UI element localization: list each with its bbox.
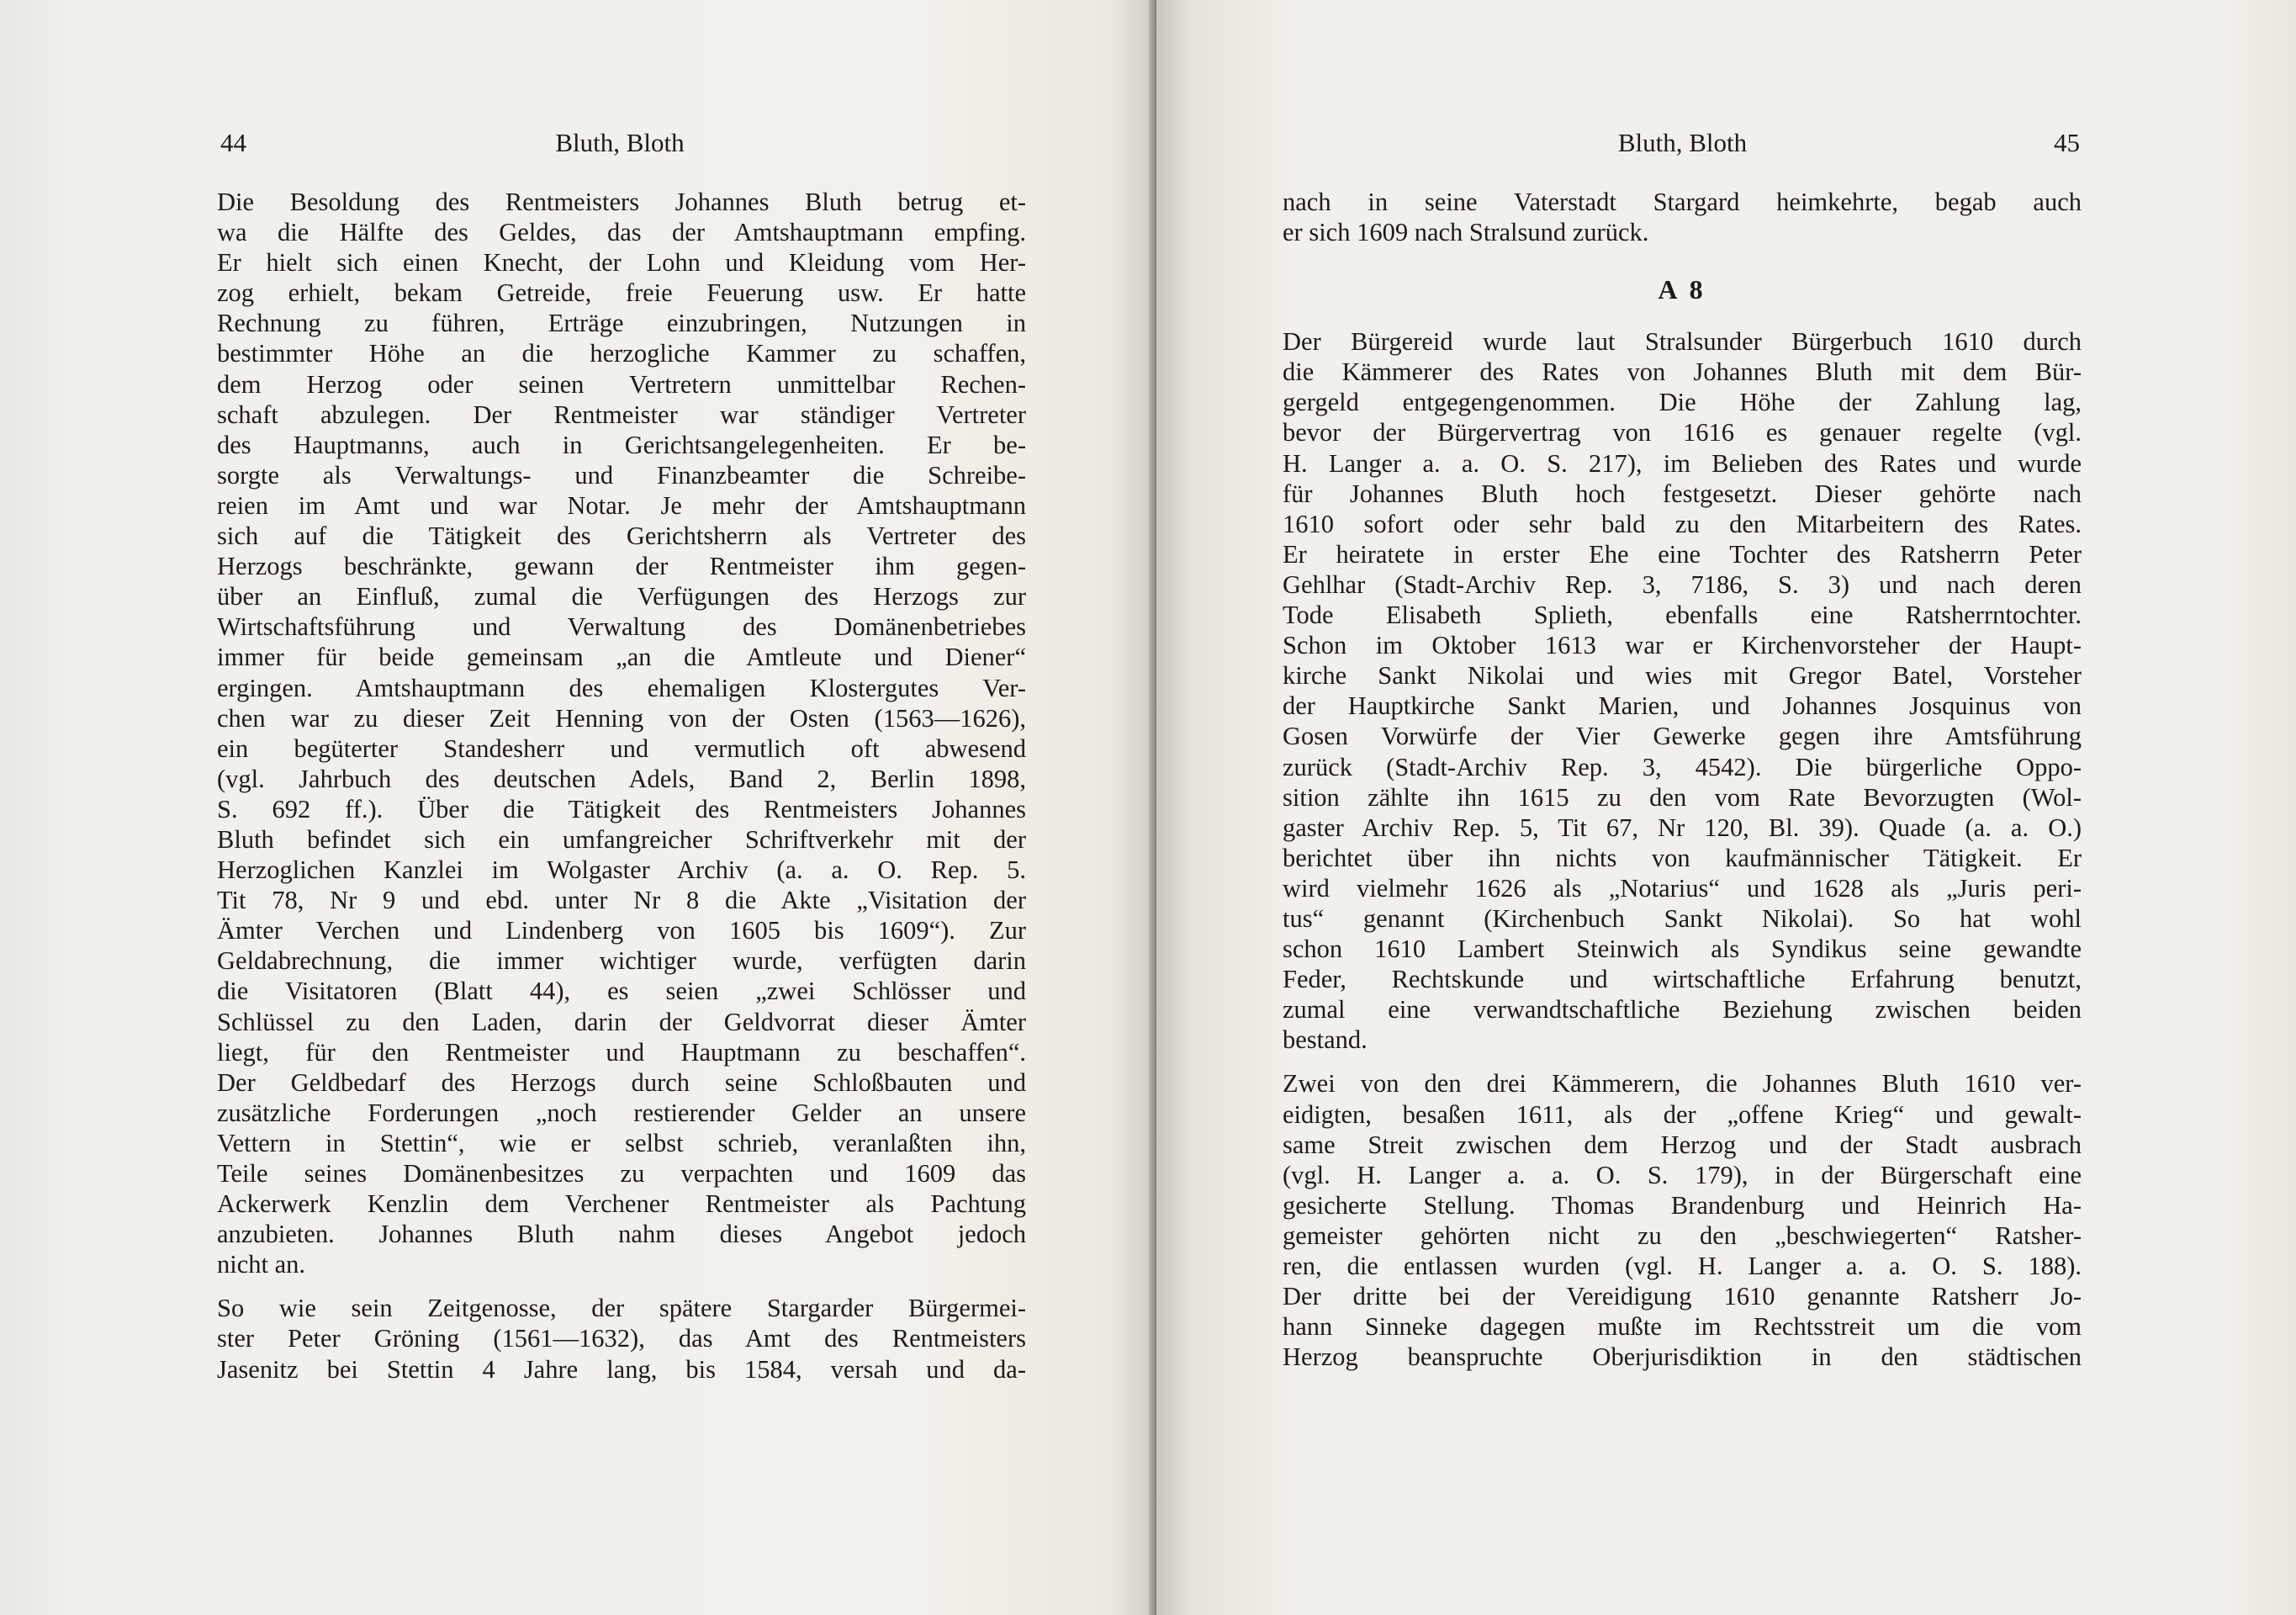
text-line: Tit 78, Nr 9 und ebd. unter Nr 8 die Akte „Visitation der — [217, 886, 1026, 915]
text-line: anzubieten. Johannes Bluth nahm dieses Angebot jedoch — [217, 1220, 1026, 1249]
text-line: wa die Hälfte des Geldes, das der Amtshauptmann empfing. — [217, 218, 1026, 247]
paragraph — [217, 187, 1026, 1279]
text-line: Schlüssel zu den Laden, darin der Geldvorrat dieser Ämter — [217, 1007, 1026, 1036]
text-line: Gosen Vorwürfe der Vier Gewerke gegen ihre Amtsführung — [1283, 722, 2082, 751]
lead-paragraph — [1283, 187, 2082, 247]
text-line: über an Einfluß, zumal die Verfügungen des Herzogs zur — [217, 582, 1026, 612]
text-line: schon 1610 Lambert Steinwich als Syndikus seine gewandte — [1283, 935, 2082, 964]
text-line: Er hielt sich einen Knecht, der Lohn und Kleidung vom Her- — [217, 248, 1026, 278]
text-line: nach in seine Vaterstadt Stargard heimkehrte, begab auch — [1283, 188, 2082, 216]
text-line: Er heiratete in erster Ehe eine Tochter des Ratsherrn Peter — [1283, 539, 2082, 569]
text-line: Rechnung zu führen, Erträge einzubringen, Nutzungen in — [217, 309, 1026, 338]
text-line: zurück (Stadt-Archiv Rep. 3, 4542). Die bürgerliche Oppo- — [1283, 752, 2082, 781]
text-line: er sich 1609 nach Stralsund zurück. — [1283, 218, 1649, 247]
left-running-title: Bluth, Bloth — [555, 128, 685, 157]
text-line: gemeister gehörten nicht zu den „beschwiegerten“ Ratsher- — [1283, 1221, 2082, 1250]
text-line: wird vielmehr 1626 als „Notarius“ und 1628 als „Juris peri- — [1283, 873, 2082, 903]
text-line: Vettern in Stettin“, wie er selbst schrieb, veranlaßten ihn, — [217, 1128, 1026, 1157]
text-line: ergingen. Amtshauptmann des ehemaligen Klostergutes Ver- — [217, 673, 1026, 702]
text-line: same Streit zwischen dem Herzog und der Stadt ausbrach — [1283, 1130, 2082, 1159]
right-page — [1156, 0, 2296, 1615]
left-page-body — [217, 187, 1026, 1385]
text-line: gergeld entgegengenommen. Die Höhe der Zahlung lag, — [1283, 388, 2082, 417]
text-line: ren, die entlassen wurden (vgl. H. Langer a. a. O. S. 188). — [1283, 1252, 2082, 1280]
text-line: Ämter Verchen und Lindenberg von 1605 bis 1609“). Zur — [217, 916, 1026, 945]
section-heading: A 8 — [1658, 274, 1706, 305]
text-line: eidigten, besaßen 1611, als der „offene Krieg“ und gewalt- — [1283, 1099, 2082, 1129]
text-line: H. Langer a. a. O. S. 217), im Belieben des Rates und wurde — [1283, 448, 2082, 478]
left-page-header — [220, 126, 1019, 160]
text-line: chen war zu dieser Zeit Henning von der Osten (1563—1626), — [217, 703, 1026, 733]
text-line: tus“ genannt (Kirchenbuch Sankt Nikolai). So hat wohl — [1283, 903, 2082, 933]
right-paragraphs — [1283, 326, 2082, 1372]
text-line: sich auf die Tätigkeit des Gerichtsherrn als Vertreter des — [217, 522, 1026, 551]
text-line: liegt, für den Rentmeister und Hauptmann zu beschaffen“. — [217, 1037, 1026, 1067]
text-line: Der Geldbedarf des Herzogs durch seine Schloßbauten und — [217, 1067, 1026, 1097]
text-line: der Hauptkirche Sankt Marien, und Johannes Josquinus von — [1283, 691, 2082, 721]
paragraph — [217, 1293, 1026, 1384]
text-line: zog erhielt, bekam Getreide, freie Feuerung usw. Er hatte — [217, 278, 1026, 308]
text-line: die Kämmerer des Rates von Johannes Bluth mit dem Bür- — [1283, 357, 2082, 387]
text-line: Zwei von den drei Kämmerern, die Johannes Bluth 1610 ver- — [1283, 1069, 2082, 1099]
paragraph — [1283, 1068, 2082, 1372]
text-line: Der Bürgereid wurde laut Stralsunder Bürgerbuch 1610 durch — [1283, 327, 2082, 357]
text-line: berichtet über ihn nichts von kaufmännischer Tätigkeit. Er — [1283, 843, 2082, 872]
text-line: nicht an. — [217, 1250, 306, 1279]
right-page-number: 45 — [2054, 128, 2080, 157]
text-line: für Johannes Bluth hoch festgesetzt. Dieser gehörte nach — [1283, 479, 2082, 508]
text-line: schaft abzulegen. Der Rentmeister war ständiger Vertreter — [217, 400, 1026, 429]
right-page-body — [1283, 187, 2082, 1372]
text-line: 1610 sofort oder sehr bald zu den Mitarbeitern des Rates. — [1283, 509, 2082, 538]
text-line: ster Peter Gröning (1561—1632), das Amt des Rentmeisters — [217, 1324, 1026, 1353]
text-line: bestand. — [1283, 1025, 1368, 1055]
text-line: des Hauptmanns, auch in Gerichtsangelegenheiten. Er be- — [217, 430, 1026, 459]
text-line: immer für beide gemeinsam „an die Amtleute und Diener“ — [217, 643, 1026, 672]
paragraph — [1283, 326, 2082, 1055]
text-line: S. 692 ff.). Über die Tätigkeit des Rentmeisters Johannes — [217, 794, 1026, 823]
text-line: Geldabrechnung, die immer wichtiger wurde, verfügten darin — [217, 946, 1026, 976]
text-line: Tode Elisabeth Splieth, ebenfalls eine Ratsherrntochter. — [1283, 601, 2082, 630]
text-line: Teile seines Domänenbesitzes zu verpachten und 1609 das — [217, 1159, 1026, 1188]
text-line: Bluth befindet sich ein umfangreicher Schriftverkehr mit der — [217, 824, 1026, 854]
text-line: bevor der Bürgervertrag von 1616 es genauer regelte (vgl. — [1283, 418, 2082, 447]
text-line: bestimmter Höhe an die herzogliche Kammer zu schaffen, — [217, 339, 1026, 368]
text-line: Ackerwerk Kenzlin dem Verchener Rentmeister als Pachtung — [217, 1189, 1026, 1219]
text-line: reien im Amt und war Notar. Je mehr der Amtshauptmann — [217, 490, 1026, 520]
text-line: kirche Sankt Nikolai und wies mit Gregor Batel, Vorsteher — [1283, 661, 2082, 691]
text-line: Jasenitz bei Stettin 4 Jahre lang, bis 1584, versah und da- — [217, 1354, 1026, 1384]
text-line: gesicherte Stellung. Thomas Brandenburg und Heinrich Ha- — [1283, 1190, 2082, 1220]
text-line: die Visitatoren (Blatt 44), es seien „zwei Schlösser und — [217, 977, 1026, 1006]
text-line: Gehlhar (Stadt-Archiv Rep. 3, 7186, S. 3) und nach deren — [1283, 569, 2082, 599]
text-line: (vgl. Jahrbuch des deutschen Adels, Band 2, Berlin 1898, — [217, 764, 1026, 793]
text-line: Der dritte bei der Vereidigung 1610 genannte Ratsherr Jo- — [1283, 1282, 2082, 1311]
right-page-header — [1285, 126, 2080, 160]
text-line: Herzoglichen Kanzlei im Wolgaster Archiv (a. a. O. Rep. 5. — [217, 855, 1026, 885]
left-page-number: 44 — [220, 128, 246, 157]
text-line: Herzogs beschränkte, gewann der Rentmeister ihm gegen- — [217, 552, 1026, 581]
text-line: So wie sein Zeitgenosse, der spätere Stargarder Bürgermei- — [217, 1294, 1026, 1323]
paragraph-gap — [217, 1279, 1026, 1293]
text-line: (vgl. H. Langer a. a. O. S. 179), in der Bürgerschaft eine — [1283, 1160, 2082, 1189]
paragraph-gap — [1283, 1055, 2082, 1068]
text-line: zusätzliche Forderungen „noch restierender Gelder an unsere — [217, 1098, 1026, 1127]
text-line: dem Herzog oder seinen Vertretern unmittelbar Rechen- — [217, 369, 1026, 399]
text-line: Wirtschaftsführung und Verwaltung des Domänenbetriebes — [217, 612, 1026, 642]
text-line: sition zählte ihn 1615 zu den vom Rate Bevorzugten (Wol- — [1283, 782, 2082, 812]
right-running-title: Bluth, Bloth — [1617, 128, 1748, 157]
text-line: Herzog beanspruchte Oberjurisdiktion in den städtischen — [1283, 1342, 2082, 1372]
text-line: Die Besoldung des Rentmeisters Johannes Bluth betrug et- — [217, 188, 1026, 216]
text-line: ein begüterter Standesherr und vermutlich oft abwesend — [217, 733, 1026, 763]
text-line: Feder, Rechtskunde und wirtschaftliche Erfahrung benutzt, — [1283, 965, 2082, 994]
text-line: hann Sinneke dagegen mußte im Rechtsstreit um die vom — [1283, 1312, 2082, 1342]
text-line: zumal eine verwandtschaftliche Beziehung zwischen beiden — [1283, 995, 2082, 1025]
text-line: sorgte als Verwaltungs- und Finanzbeamter die Schreibe- — [217, 460, 1026, 490]
text-line: Schon im Oktober 1613 war er Kirchenvorsteher der Haupt- — [1283, 631, 2082, 660]
paragraph — [1283, 187, 2082, 247]
text-line: gaster Archiv Rep. 5, Tit 67, Nr 120, Bl. 39). Quade (a. a. O.) — [1283, 813, 2082, 842]
